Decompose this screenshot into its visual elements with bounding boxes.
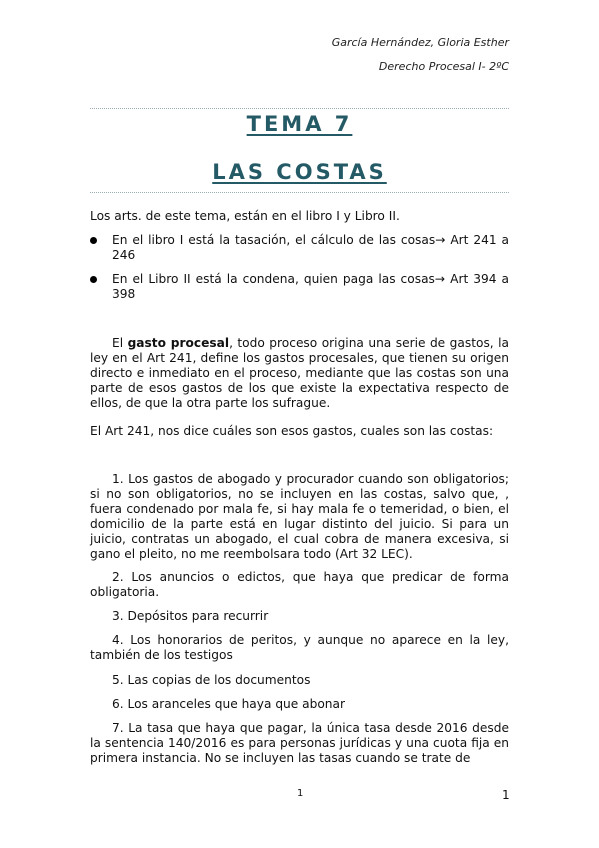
page-number-center: 1 bbox=[297, 788, 304, 799]
page-subtitle: LAS COSTAS bbox=[212, 160, 387, 184]
page-title: TEMA 7 bbox=[246, 112, 353, 136]
cost-item: 7. La tasa que haya que pagar, la única tasa desde 2016 desde la sentencia 140/2016 es para personas jurídicas y una cuota fija en primera instancia. No se incluyen las tasas cuando se trate de bbox=[90, 721, 509, 765]
bullet-icon bbox=[90, 237, 97, 244]
cost-item: 3. Depósitos para recurrir bbox=[112, 609, 269, 623]
art241-paragraph: El Art 241, nos dice cuáles son esos gastos, cuales son las costas: bbox=[90, 424, 494, 438]
cost-item: 1. Los gastos de abogado y procurador cuando son obligatorios; si no son obligatorios, no se incluyen en las costas, salvo que, , fuera condenado por mala fe, si hay mala fe o temeridad, o bien, el domicilio de la parte está en lugar distinto del juicio. Si para un juicio, contratas un abogado, el cual cobra de manera excesiva, si gano el pleito, no me reembolsara todo (Art 32 LEC). bbox=[90, 472, 509, 561]
header-course: Derecho Procesal I- 2ºC bbox=[378, 60, 509, 73]
page-number-right: 1 bbox=[502, 788, 510, 802]
bullet-text: En el libro I está la tasación, el cálculo de las cosas→ Art 241 a 246 bbox=[112, 233, 509, 262]
bottom-divider bbox=[90, 192, 509, 193]
gasto-prefix: El bbox=[112, 336, 128, 350]
list-item bbox=[90, 233, 509, 263]
cost-item: 4. Los honorarios de peritos, y aunque no aparece en la ley, también de los testigos bbox=[90, 633, 509, 662]
header-author: García Hernández, Gloria Esther bbox=[331, 36, 509, 49]
bullet-icon bbox=[90, 276, 97, 283]
gasto-term: gasto procesal bbox=[127, 336, 230, 350]
list-item bbox=[90, 272, 509, 302]
gasto-paragraph bbox=[90, 336, 509, 411]
top-divider bbox=[90, 108, 509, 109]
cost-item: 5. Las copias de los documentos bbox=[112, 673, 311, 687]
cost-item: 6. Los aranceles que haya que abonar bbox=[112, 697, 346, 711]
intro-paragraph: Los arts. de este tema, están en el libro I y Libro II. bbox=[90, 209, 400, 223]
gasto-rest: , todo proceso origina una serie de gastos, la ley en el Art 241, define los gastos procesales, que tienen su origen directo e inmediato en el proceso, mediante que las costas son una parte de esos gastos de los que existe la expectativa respecto de ellos, de que la otra parte los sufrague. bbox=[90, 336, 509, 410]
cost-item: 2. Los anuncios o edictos, que haya que predicar de forma obligatoria. bbox=[90, 570, 509, 599]
bullet-text: En el Libro II está la condena, quien paga las cosas→ Art 394 a 398 bbox=[112, 272, 509, 301]
